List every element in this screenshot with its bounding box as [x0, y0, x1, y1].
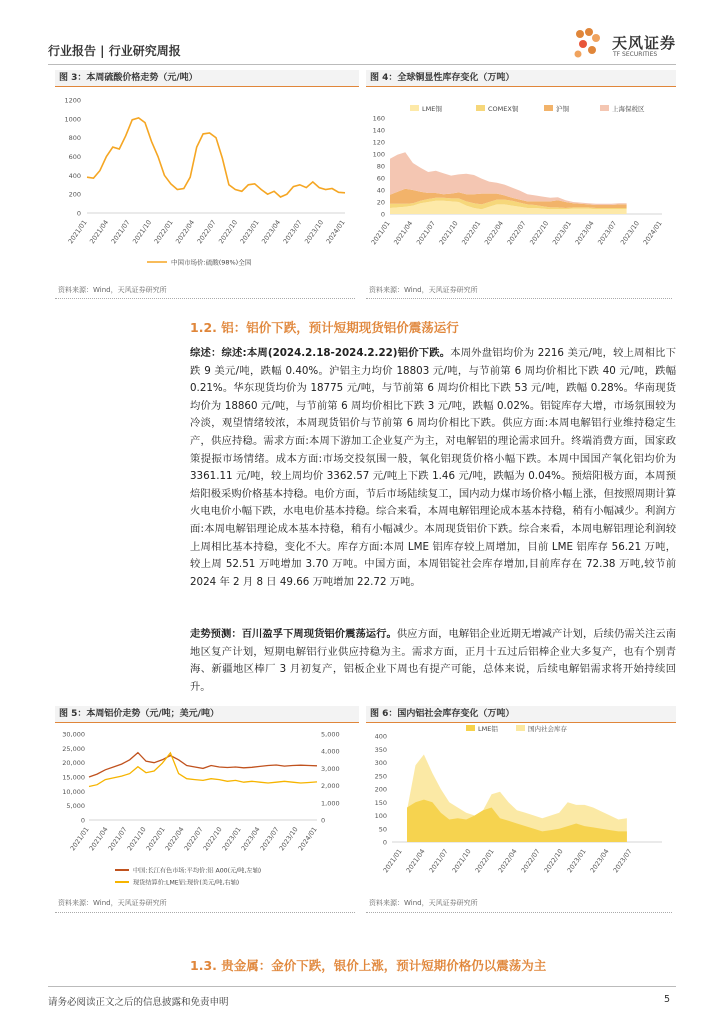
fig5-legend-label: 中国:长江有色市场:平均价:铝 A00(元/吨,左轴): [133, 867, 262, 875]
summary-body: 本周外盘铝均价为 2216 美元/吨，较上周相比下跌 9 美元/吨，跌幅 0.40%。沪铝主力均价 18803 元/吨，与节前第 6 周均价相比下跌 40 元/吨，跌幅 0.21%。华东现货均价为 18775 元/吨，与节前第 6 周均价相比下跌 53 元/吨，跌幅 0.28%。华南现货均价为 18860 元/吨，与节前第 6 周均价相比下跌 3 元/吨，跌幅 0.02%。铝锭库存大增，市场氛围较为冷淡，观望情绪较浓，本周现货铝价与节前第 6 周均价相比下跌。供应方面:本周电解铝行业维持稳定生产，供应持稳。需求方面:本周下游加工企业复产为主，对电解铝的理论需求回升。终端消费方面，国家政策提振市场情绪。成本方面:市场交投氛围一般，氧化铝现货价格小幅下跌。本周中国国产氧化铝均价为 3361.11 元/吨，较上周均价 3362.57 元/吨上下跌 1.46 元/吨，跌幅为 0.04%。预焙阳极方面，本周预焙阳极采购价格基本持稳。电价方面，节后市场陆续复工，国内动力煤市场价格小幅上涨，但按照周期计算火电电价小幅下跌，水电电价基本持稳。综合来看，本周电解铝理论成本基本持稳，稍有小幅减少。利润方面:本周电解铝理论成本基本持稳，稍有小幅减少。本周现货铝价下跌。综合来看，本周电解铝理论利润较上周相比基本持稳，变化不大。库存方面:本周 LME 铝库存较上周增加，目前 LME 铝库存 56.21 万吨，较上周 52.51 万吨增加 3.70 万吨。中国方面，本周铝锭社会库存增加,目前库存在 72.38 万吨,较节前 2024 年 2 月 8 日 49.66 万吨增加 22.72 万吨。: [190, 347, 676, 588]
forecast-lead: 走势预测：百川盈孚下周现货铝价震荡运行。: [190, 628, 397, 640]
fig5-chart: [55, 724, 355, 892]
fig6-y-tick: 150: [374, 798, 387, 807]
fig5-right-y-tick: 5,000: [321, 730, 340, 739]
fig6-y-tick: 350: [374, 745, 387, 754]
fig4-legend-label: COMEX铜: [488, 105, 519, 113]
fig6-y-tick: 200: [374, 785, 387, 794]
fig3-caption: 图 3：本周硫酸价格走势（元/吨）: [55, 70, 359, 87]
fig5-right-y-tick: 1,000: [321, 799, 340, 808]
fig6-source: 资料来源：Wind，天风证券研究所: [369, 899, 478, 907]
fig6-x-tick: 2021/07: [427, 847, 450, 875]
fig5-x-tick: 2021/01: [68, 825, 91, 853]
fig5-caption: 图 5：本周铝价走势（元/吨；美元/吨）: [55, 706, 359, 723]
header-divider: [48, 64, 676, 65]
fig6-x-tick: 2021/04: [404, 847, 427, 875]
fig5-left-y-tick: 5,000: [66, 802, 85, 811]
fig5-x-tick: 2021/10: [125, 825, 148, 853]
fig5-left-y-tick: 25,000: [62, 744, 85, 753]
fig4-y-tick: 80: [376, 162, 385, 171]
fig5-x-tick: 2023/10: [277, 825, 300, 853]
fig5-right-y-tick: 2,000: [321, 782, 340, 791]
fig6-x-tick: 2023/07: [611, 847, 634, 875]
fig5-right-y-tick: 4,000: [321, 747, 340, 756]
fig6-chart: [366, 724, 672, 892]
fig3-x-tick: 2022/07: [195, 218, 218, 246]
fig5-right-y-tick: 3,000: [321, 764, 340, 773]
fig4-x-tick: 2023/10: [618, 219, 641, 247]
forecast-body: 供应方面，电解铝企业近期无增减产计划，后续仍需关注云南地区复产计划，短期电解铝行业供应持稳为主。需求方面，正月十五过后铝棒企业大多复产，也有个别青海、新疆地区棒厂 3 月初复产，铝板企业下周也有提产可能，总体来说，后续电解铝需求将开始持续回升。: [190, 628, 676, 693]
logo-dot-5: [588, 46, 596, 54]
fig6-x-tick: 2023/04: [588, 847, 611, 875]
fig4-x-tick: 2022/07: [505, 219, 528, 247]
fig5-left-y-tick: 20,000: [62, 759, 85, 768]
fig3-x-tick: 2023/01: [238, 218, 261, 246]
fig3-y-tick: 800: [68, 134, 81, 143]
fig4-legend-label: 沪铜: [556, 105, 569, 113]
fig4-y-tick: 0: [380, 210, 385, 219]
logo-dot-2: [585, 28, 593, 36]
logo-dot-3: [592, 34, 600, 42]
fig3-series-line: [87, 118, 345, 197]
fig5-x-tick: 2021/07: [106, 825, 129, 853]
fig6-y-tick: 300: [374, 759, 387, 767]
fig5-rule: [55, 912, 355, 913]
fig4-y-tick: 100: [372, 150, 385, 159]
fig3-y-tick: 600: [68, 153, 81, 161]
fig4-x-tick: 2021/04: [392, 219, 415, 247]
fig4-x-tick: 2022/04: [482, 219, 505, 247]
fig6-x-tick: 2022/04: [496, 847, 519, 875]
fig6-x-tick: 2022/10: [542, 847, 565, 875]
fig4-y-tick: 40: [376, 186, 385, 195]
brand-name: 天风证券: [612, 34, 677, 52]
footer-disclaimer: 请务必阅读正文之后的信息披露和免责申明: [48, 997, 229, 1008]
fig4-x-tick: 2021/07: [414, 219, 437, 247]
fig4-y-tick: 60: [376, 174, 385, 183]
fig3-legend-label: 中国市场价:硫酸(98%)全国: [171, 258, 252, 267]
fig5-source: 资料来源：Wind，天风证券研究所: [58, 899, 167, 907]
fig4-x-tick: 2021/01: [369, 219, 392, 247]
logo-dot-6: [575, 51, 582, 58]
fig4-x-tick: 2022/10: [528, 219, 551, 247]
fig4-legend-label: LME铜: [422, 105, 442, 113]
fig6-rule: [366, 912, 672, 913]
fig3-x-tick: 2021/01: [66, 218, 89, 246]
fig4-x-tick: 2023/01: [550, 219, 573, 247]
fig6-caption: 图 6：国内铝社会库存变化（万吨）: [366, 706, 676, 723]
fig3-x-tick: 2021/10: [131, 218, 154, 246]
fig5-series-line-0: [89, 753, 317, 777]
fig6-x-tick: 2021/01: [381, 847, 404, 875]
fig3-x-tick: 2021/07: [109, 218, 132, 246]
fig4-x-tick: 2021/10: [437, 219, 460, 247]
fig4-legend-label: 上海保税区: [612, 105, 645, 113]
summary-lead: 综述：综述:本周(2024.2.18-2024.2.22)铝价下跌。: [190, 347, 451, 359]
report-header-title: 行业报告 | 行业研究周报: [48, 44, 181, 58]
fig4-legend-swatch: [476, 105, 485, 111]
fig6-legend-label: 国内社会库存: [528, 725, 567, 733]
fig4-legend-swatch: [600, 105, 609, 111]
fig4-x-tick: 2023/04: [573, 219, 596, 247]
fig6-x-tick: 2023/01: [565, 847, 588, 875]
fig3-x-tick: 2023/04: [260, 218, 283, 246]
fig5-left-y-tick: 30,000: [62, 730, 85, 739]
fig6-y-tick: 0: [382, 838, 387, 847]
fig5-left-y-tick: 10,000: [62, 787, 85, 796]
fig4-x-tick: 2023/07: [596, 219, 619, 247]
section-1-2-title: 1.2. 铝：铝价下跌，预计短期现货铝价震荡运行: [190, 320, 459, 335]
fig3-y-tick: 200: [68, 190, 81, 199]
fig6-x-tick: 2022/01: [473, 847, 496, 875]
section-1-2-forecast: [190, 626, 676, 696]
fig5-x-tick: 2022/10: [201, 825, 224, 853]
fig3-x-tick: 2022/04: [174, 218, 197, 246]
fig5-left-y-tick: 15,000: [62, 773, 85, 782]
fig3-chart: [55, 88, 355, 278]
fig3-y-tick: 400: [68, 171, 81, 180]
fig5-x-tick: 2023/01: [220, 825, 243, 853]
fig4-x-tick: 2022/01: [460, 219, 483, 247]
fig6-legend-swatch: [466, 725, 475, 731]
section-1-3-title: 1.3. 贵金属：金价下跌，银价上涨，预计短期价格仍以震荡为主: [190, 958, 547, 973]
fig3-y-tick: 1200: [64, 96, 81, 105]
fig3-rule: [55, 298, 355, 299]
fig3-x-tick: 2023/07: [281, 218, 304, 246]
logo-dot-1: [576, 30, 584, 38]
fig4-legend-swatch: [410, 105, 419, 111]
fig4-x-tick: 2024/01: [641, 219, 664, 247]
fig3-x-tick: 2023/10: [303, 218, 326, 246]
fig5-x-tick: 2024/01: [296, 825, 319, 853]
fig5-left-y-tick: 0: [80, 816, 85, 825]
footer-divider: [48, 986, 676, 987]
fig5-x-tick: 2023/04: [239, 825, 262, 853]
fig4-legend-swatch: [544, 105, 553, 111]
fig4-caption: 图 4：全球铜显性库存变化（万吨）: [366, 70, 676, 87]
fig3-y-tick: 0: [76, 209, 81, 218]
brand-name-en: TF SECURITIES: [613, 51, 658, 58]
fig6-y-tick: 250: [374, 772, 387, 781]
fig6-y-tick: 100: [374, 812, 387, 820]
fig5-series-line-1: [89, 753, 317, 787]
fig5-x-tick: 2021/04: [87, 825, 110, 853]
fig6-y-tick: 400: [374, 732, 387, 741]
fig4-y-tick: 140: [372, 126, 385, 135]
fig6-legend-label: LME铝: [478, 725, 498, 733]
fig5-legend-label: 现货结算价:LME铝:现价(美元/吨,右轴): [133, 879, 240, 887]
fig3-source: 资料来源：Wind，天风证券研究所: [58, 286, 167, 294]
fig3-x-tick: 2024/01: [324, 218, 347, 246]
fig4-y-tick: 120: [372, 138, 385, 147]
fig3-x-tick: 2021/04: [88, 218, 111, 246]
fig4-source: 资料来源：Wind，天风证券研究所: [369, 286, 478, 294]
fig5-x-tick: 2022/07: [182, 825, 205, 853]
fig6-legend-swatch: [516, 725, 525, 731]
fig4-chart: [366, 88, 672, 278]
logo-dot-4: [579, 40, 587, 48]
page-number: 5: [664, 994, 671, 1005]
fig5-x-tick: 2023/07: [258, 825, 281, 853]
fig4-y-tick: 20: [376, 198, 385, 207]
fig3-x-tick: 2022/10: [217, 218, 240, 246]
fig5-x-tick: 2022/01: [144, 825, 167, 853]
fig3-x-tick: 2022/01: [152, 218, 175, 246]
fig6-y-tick: 50: [378, 825, 387, 834]
fig6-x-tick: 2021/10: [450, 847, 473, 875]
fig6-x-tick: 2022/07: [519, 847, 542, 875]
fig5-right-y-tick: 0: [321, 816, 326, 825]
fig4-rule: [366, 298, 672, 299]
section-1-2-summary: [190, 345, 676, 591]
fig4-y-tick: 160: [372, 114, 385, 123]
fig5-x-tick: 2022/04: [163, 825, 186, 853]
fig3-y-tick: 1000: [64, 115, 81, 124]
